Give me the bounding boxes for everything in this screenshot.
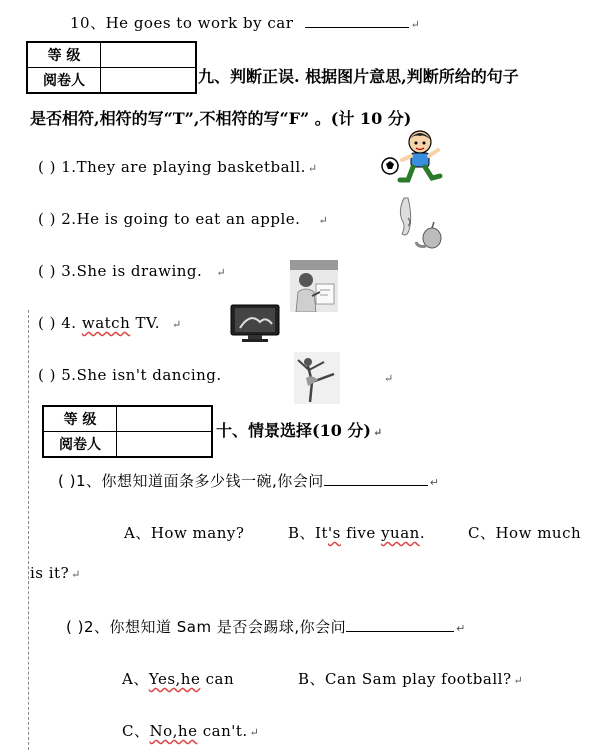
option-c-post: can't. [197, 722, 248, 740]
paragraph-mark: ↵ [410, 18, 421, 31]
section-9-item-1 [38, 158, 318, 176]
grader-label: 阅卷人 [27, 68, 101, 94]
section-10-title [216, 418, 382, 441]
margin-dashed-line [28, 310, 29, 750]
item-text-pre: 4. [61, 314, 82, 332]
option-b-wavy: 's [327, 524, 341, 542]
q1-prompt: ( )1、你想知道面条多少钱一碗,你会问 [58, 472, 324, 490]
section-10-q2 [66, 616, 466, 637]
section-10-title-text: 十、情景选择(10 分) [216, 421, 371, 440]
item-text: 1.They are playing basketball. [61, 158, 306, 176]
answer-blank[interactable] [324, 473, 428, 486]
item-text-post: TV. [130, 314, 160, 332]
grader-label: 阅卷人 [43, 432, 117, 458]
section-10-q1 [58, 470, 440, 491]
section-9-item-2 [38, 210, 328, 228]
q1-option-c[interactable]: C、How much [468, 524, 582, 542]
q2-option-c[interactable] [122, 720, 259, 741]
question-10-text: 10、He goes to work by car [70, 14, 294, 32]
paragraph-mark: ↵ [249, 726, 260, 739]
grader-cell[interactable] [117, 432, 213, 458]
grade-table-1 [26, 41, 197, 94]
option-b-text-2: five [340, 524, 382, 542]
paragraph-mark: ↵ [71, 568, 81, 581]
q2-option-a[interactable] [122, 668, 234, 689]
q1-option-b[interactable] [288, 522, 425, 543]
paragraph-mark: ↵ [456, 622, 466, 635]
girl-drawing-photo [290, 260, 338, 312]
section-9-title: 九、判断正误. 根据图片意思,判断所给的句子 [198, 67, 519, 86]
answer-paren[interactable]: ( ) [38, 158, 56, 176]
paragraph-mark: ↵ [318, 214, 329, 227]
tv-icon [230, 304, 280, 344]
option-b-yuan: yuan [381, 524, 420, 542]
section-9-item-5 [38, 366, 222, 384]
grader-cell[interactable] [101, 68, 197, 94]
apple-eating-icon [396, 196, 446, 252]
answer-paren[interactable]: ( ) [38, 314, 56, 332]
question-10 [70, 12, 420, 33]
option-a-wavy: Yes,he [148, 670, 201, 688]
option-b-end: . [419, 524, 426, 542]
item-text: 5.She isn't dancing. [61, 366, 222, 384]
grade-table-2 [42, 405, 213, 458]
boy-with-ball-icon [380, 128, 446, 188]
answer-blank[interactable] [305, 15, 409, 28]
answer-paren[interactable]: ( ) [38, 262, 56, 280]
paragraph-mark: ↵ [172, 318, 182, 331]
dancer-icon [294, 352, 340, 404]
paragraph-mark: ↵ [384, 372, 394, 385]
option-c-wavy: No,he [149, 722, 198, 740]
q1-option-a[interactable]: A、How many? [124, 524, 245, 542]
answer-paren[interactable]: ( ) [38, 366, 56, 384]
option-a-prefix: A、 [122, 670, 149, 688]
grade-cell[interactable] [101, 42, 197, 68]
paragraph-mark: ↵ [513, 674, 524, 687]
item-text: 3.She is drawing. [61, 262, 203, 280]
section-9-item-3 [38, 262, 226, 280]
option-c-prefix: C、 [122, 722, 150, 740]
paragraph-mark: ↵ [372, 426, 383, 439]
paragraph-mark: ↵ [216, 266, 227, 279]
q2-option-b[interactable] [298, 668, 523, 689]
grade-label: 等 级 [43, 406, 117, 432]
item-text-watch: watch [81, 314, 131, 332]
item-text: 2.He is going to eat an apple. [61, 210, 301, 228]
paragraph-mark: ↵ [429, 476, 440, 489]
section-9-title-line2: 是否相符,相符的写“T”,不相符的写“F” 。(计 10 分) [30, 109, 412, 128]
answer-blank[interactable] [346, 619, 454, 632]
option-a-post: can [200, 670, 235, 688]
grade-label: 等 级 [27, 42, 101, 68]
q2-prompt: ( )2、你想知道 Sam 是否会踢球,你会问 [66, 618, 347, 636]
answer-paren[interactable]: ( ) [38, 210, 56, 228]
paragraph-mark: ↵ [307, 162, 318, 175]
grade-cell[interactable] [117, 406, 213, 432]
option-b-text: B、Can Sam play football? [298, 670, 512, 688]
section-9-item-4 [38, 314, 182, 332]
option-c-cont-text: is it? [30, 564, 70, 582]
option-b-text: B、It [288, 524, 328, 542]
q1-option-c-cont [30, 564, 81, 582]
